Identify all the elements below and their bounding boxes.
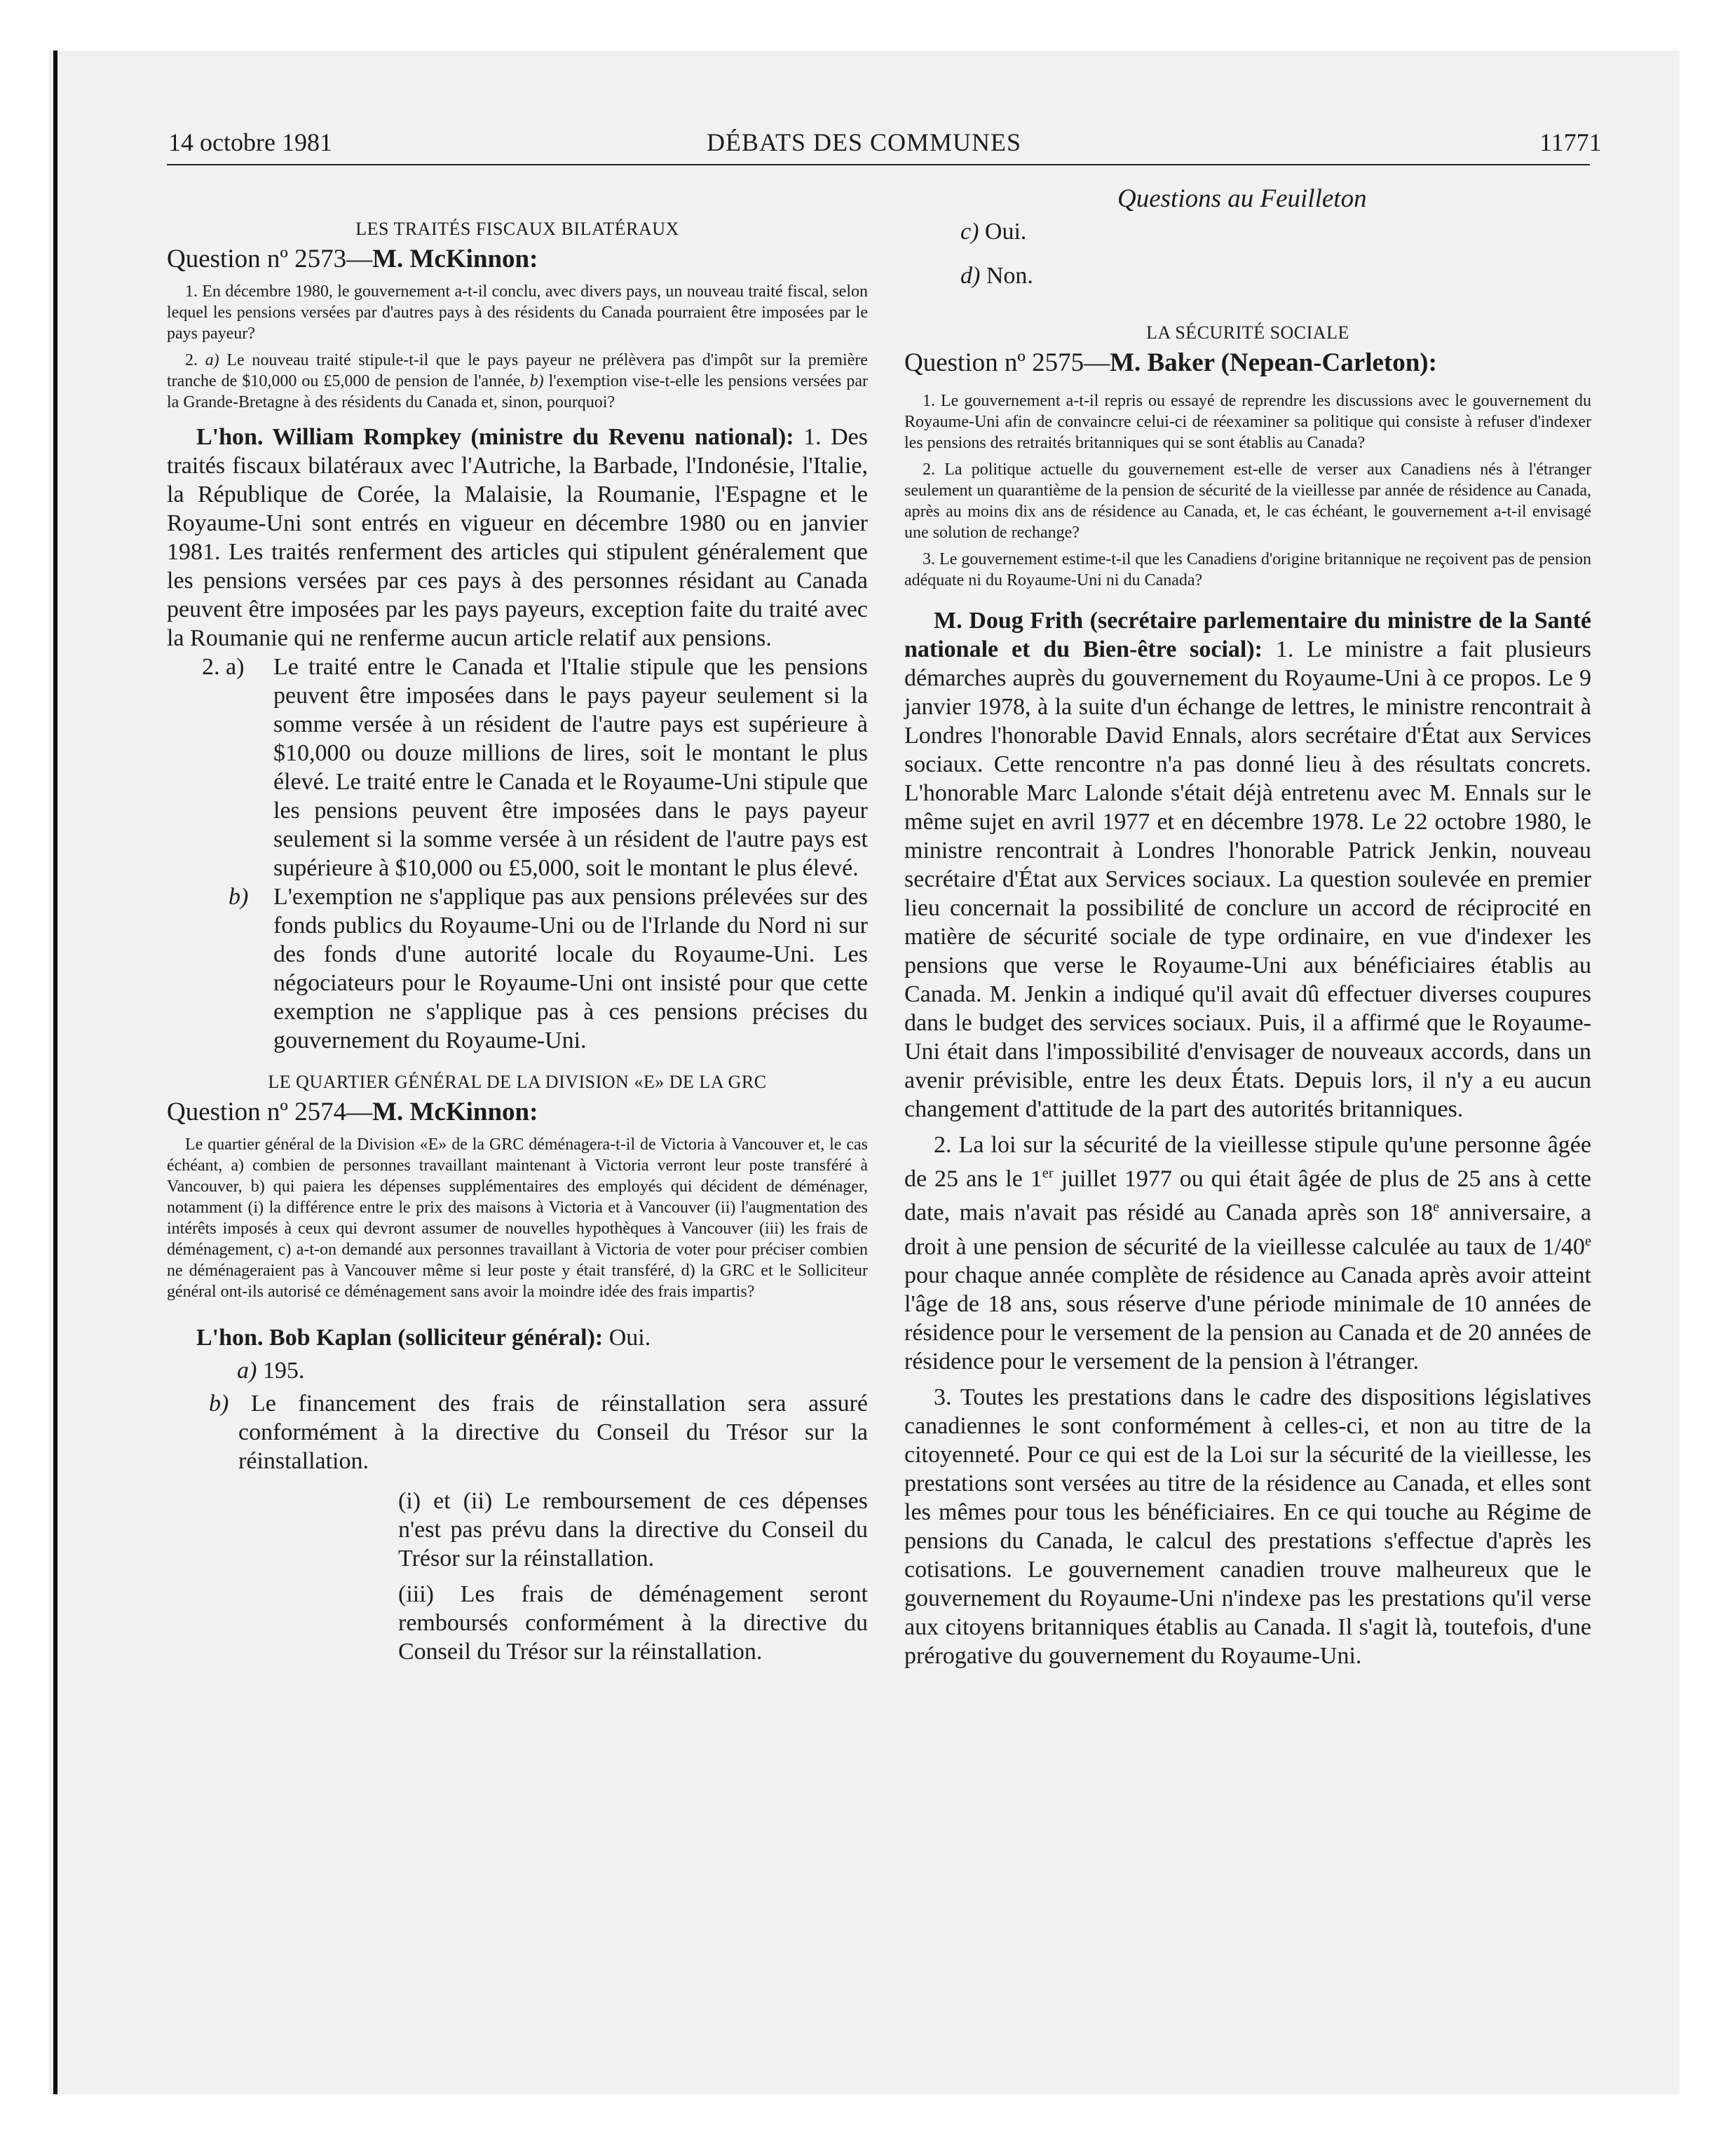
answer-2574-b: b) Le financement des frais de réinstallation sera assuré conformément à la directive du Conseil du Trésor sur la réinstallation. — [209, 1391, 868, 1474]
rubric-2573: LES TRAITÉS FISCAUX BILATÉRAUX — [355, 219, 679, 239]
answer-2574-i-ii: (i) et (ii) Le remboursement de ces dépenses n'est pas prévu dans la directive du Conseil du Trésor sur la réinstallation. — [398, 1488, 868, 1571]
question-asker: M. McKinnon: — [372, 245, 538, 273]
question-heading-2573: Question nº 2573—M. McKinnon: — [167, 245, 538, 273]
question-text-2575-3: 3. Le gouvernement estime-t-il que les Canadiens d'origine britannique ne reçoivent pas de pension adéquate ni du Royaume-Uni ni du Canada? — [904, 550, 1591, 589]
question-text-2575-2: 2. La politique actuelle du gouvernement est-elle de verser aux Canadiens nés à l'étranger seulement un quarantième de la pension de sécurité de la vieillesse par année de résidence au Canada, après au moins dix ans de résidence au Canada, et, le cas échéant, le gouvernement a-t-il envisagé une solution de rechange? — [904, 460, 1591, 542]
question-text-2575-1: 1. Le gouvernement a-t-il repris ou essayé de reprendre les discussions avec le gouvernement du Royaume-Uni afin de convaincre celui-ci de réexaminer sa politique qui consiste à refuser d'indexer les pensions des retraités britanniques qui se sont établis au Canada? — [904, 392, 1591, 452]
rubric-2574: LE QUARTIER GÉNÉRAL DE LA DIVISION «E» DE LA GRC — [268, 1072, 767, 1092]
question-label: Question nº 2575 — [904, 348, 1084, 377]
question-asker: M. McKinnon: — [372, 1098, 538, 1126]
answer-2573-part2a: 2. a) Le traité entre le Canada et l'Italie stipule que les pensions peuvent être imposées dans le pays payeur seulement si la somme versée à un résident de l'autre pays est supérieure à $10,000 ou douze millions de lires, soit le montant le plus élevé. Le traité entre le Canada et le Royaume-Uni stipule que les pensions peuvent être imposées dans le pays payeur seulement si la somme versée à un résident de l'autre pays est supérieure à $10,000 ou £5,000, soit le montant le plus élevé. — [202, 654, 868, 881]
question-asker: M. Baker (Nepean-Carleton): — [1110, 348, 1437, 377]
question-label: Question nº 2573 — [167, 245, 347, 273]
question-text-1: 1. En décembre 1980, le gouvernement a-t-il conclu, avec divers pays, un nouveau traité fiscal, selon lequel les pensions versées par d'autres pays à des résidents du Canada pourraient être imposées par le pays payeur? — [167, 282, 868, 343]
speaker-name: L'hon. William Rompkey (ministre du Revenu national): — [196, 424, 794, 450]
header-rule — [167, 164, 1590, 165]
answer-2573-part1: L'hon. William Rompkey (ministre du Revenu national): 1. Des traités fiscaux bilatéraux avec l'Autriche, la Barbade, l'Indonésie, l'Italie, la République de Corée, la Malaisie, la Roumanie, l'Espagne et le Royaume-Uni sont entrés en vigueur en décembre 1980 ou en janvier 1981. Les traités renferment des articles qui stipulent généralement que les pensions versées par ces pays à des personnes résidant au Canada peuvent être imposées par les pays payeurs, exception faite du traité avec la Roumanie qui ne renferme aucun article relatif aux pensions. — [167, 424, 868, 651]
answer-2575-part3: 3. Toutes les prestations dans le cadre des dispositions législatives canadiennes le sont conformément à celles-ci, et non au titre de la citoyenneté. Pour ce qui est de la Loi sur la sécurité de la vieillesse, les prestations sont versées au titre de la résidence au Canada, et elles sont les mêmes pour tous les bénéficiaires. En ce qui touche au Régime de pensions du Canada, le calcul des prestations s'effectue d'après les cotisations. Le gouvernement canadien trouve malheureux que le gouvernement du Royaume-Uni n'indexe pas les prestations qu'il verse aux citoyens britanniques établis au Canada. Il s'agit là, toutefois, d'une prérogative du gouvernement du Royaume-Uni. — [904, 1384, 1591, 1669]
answer-2574-iii: (iii) Les frais de déménagement seront remboursés conformément à la directive du Conseil du Trésor sur la réinstallation. — [398, 1581, 868, 1665]
answer-2575-part2: 2. La loi sur la sécurité de la vieillesse stipule qu'une personne âgée de 25 ans le 1er juillet 1977 ou qui était âgée de plus de 25 ans à cette date, mais n'avait pas résidé au Canada après son 18e anniversaire, a droit à une pension de sécurité de la vieillesse calculée au taux de 1/40e pour chaque année complète de résidence au Canada après avoir atteint l'âge de 18 ans, sous réserve d'une période minimale de 10 années de résidence pour le versement de la pension au Canada et de 20 années de résidence pour le versement de la pension à l'étranger. — [904, 1132, 1591, 1374]
speaker-name: L'hon. Bob Kaplan (solliciteur général): — [196, 1325, 604, 1351]
header-date: 14 octobre 1981 — [168, 128, 332, 156]
question-heading-2574: Question nº 2574—M. McKinnon: — [167, 1098, 538, 1126]
answer-2575-part1: M. Doug Frith (secrétaire parlementaire du ministre de la Santé nationale et du Bien-être social): 1. Le ministre a fait plusieurs démarches auprès du gouvernement du Royaume-Uni à ce propos. Le 9 janvier 1978, à la suite d'un échange de lettres, le ministre rencontrait à Londres l'honorable David Ennals, alors secrétaire d'État aux Services sociaux. Cette rencontre n'a pas donné lieu à des résultats concrets. L'honorable Marc Lalonde s'était déjà entretenu avec M. Ennals sur le même sujet en avril 1977 et en décembre 1978. Le 22 octobre 1980, le ministre rencontrait à Londres l'honorable Patrick Jenkin, nouveau secrétaire d'État aux Services sociaux. La question soulevée en premier lieu concernait la possibilité de conclure un accord de réciprocité en matière de sécurité sociale de type ordinaire, en vue d'indexer les pensions que verse le Royaume-Uni aux bénéficiaires établis au Canada. M. Jenkin a indiqué qu'il avait dû effectuer diverses coupures dans le budget des services sociaux. Puis, il a affirmé que le Royaume-Uni était dans l'impossibilité d'envisager de nouveaux accords, dans un avenir prévisible, entre les deux États. Depuis lors, il n'y a eu aucun changement d'attitude de la part des autorités britanniques. — [904, 608, 1591, 1122]
speaker-name: M. Doug Frith (secrétaire parlementaire du ministre de la Santé nationale et du Bien-être social): — [904, 608, 1591, 662]
rubric-2575: LA SÉCURITÉ SOCIALE — [1146, 322, 1349, 343]
right-column — [904, 210, 1591, 1670]
question-label: Question nº 2574 — [167, 1098, 347, 1126]
answer-2574-a: a) 195. — [237, 1358, 305, 1384]
left-column — [167, 210, 868, 1666]
header-title: DÉBATS DES COMMUNES — [707, 128, 1022, 156]
answer-2573-part2b: b) L'exemption ne s'applique pas aux pensions prélevées sur des fonds publics du Royaume-Uni ou de l'Irlande du Nord ni sur des fonds d'une autorité locale du Royaume-Uni. Les négociateurs pour le Royaume-Uni ont insisté pour que cette exemption ne s'applique pas à ces pensions précises du gouvernement du Royaume-Uni. — [229, 884, 868, 1053]
answer-2574-d: d) Non. — [960, 263, 1033, 289]
question-heading-2575: Question nº 2575—M. Baker (Nepean-Carleton): — [904, 348, 1437, 377]
answer-2574: L'hon. Bob Kaplan (solliciteur général): Oui. — [196, 1325, 651, 1351]
question-text-2574: Le quartier général de la Division «E» de la GRC déménagera-t-il de Victoria à Vancouver et, le cas échéant, a) combien de personnes travaillant maintenant à Victoria verront leur poste transféré à Vancouver, b) qui paiera les dépenses supplémentaires des employés qui décident de déménager, notamment (i) la différence entre le prix des maisons à Victoria et à Vancouver (ii) l'augmentation des intérêts imposés à ceux qui devront assumer de nouvelles hypothèques à Vancouver (iii) les frais de déménagement, c) a-t-on demandé aux personnes travaillant à Victoria de voter pour préciser combien ne déménageraient pas à Vancouver même si leur poste y était transféré, d) la GRC et le Solliciteur général ont-ils autorisé ce déménagement sans avoir la moindre idée des frais impartis? — [167, 1135, 868, 1301]
section-title: Questions au Feuilleton — [1117, 184, 1367, 213]
answer-2574-c: c) Oui. — [960, 219, 1027, 245]
question-text-2: 2. a) Le nouveau traité stipule-t-il que le pays payeur ne prélèvera pas d'impôt sur la première tranche de $10,000 ou £5,000 de pension de l'année, b) l'exemption vise-t-elle les pensions versées par la Grande-Bretagne à des résidents du Canada et, sinon, pourquoi? — [167, 351, 869, 411]
header-page-number: 11771 — [1539, 128, 1602, 156]
